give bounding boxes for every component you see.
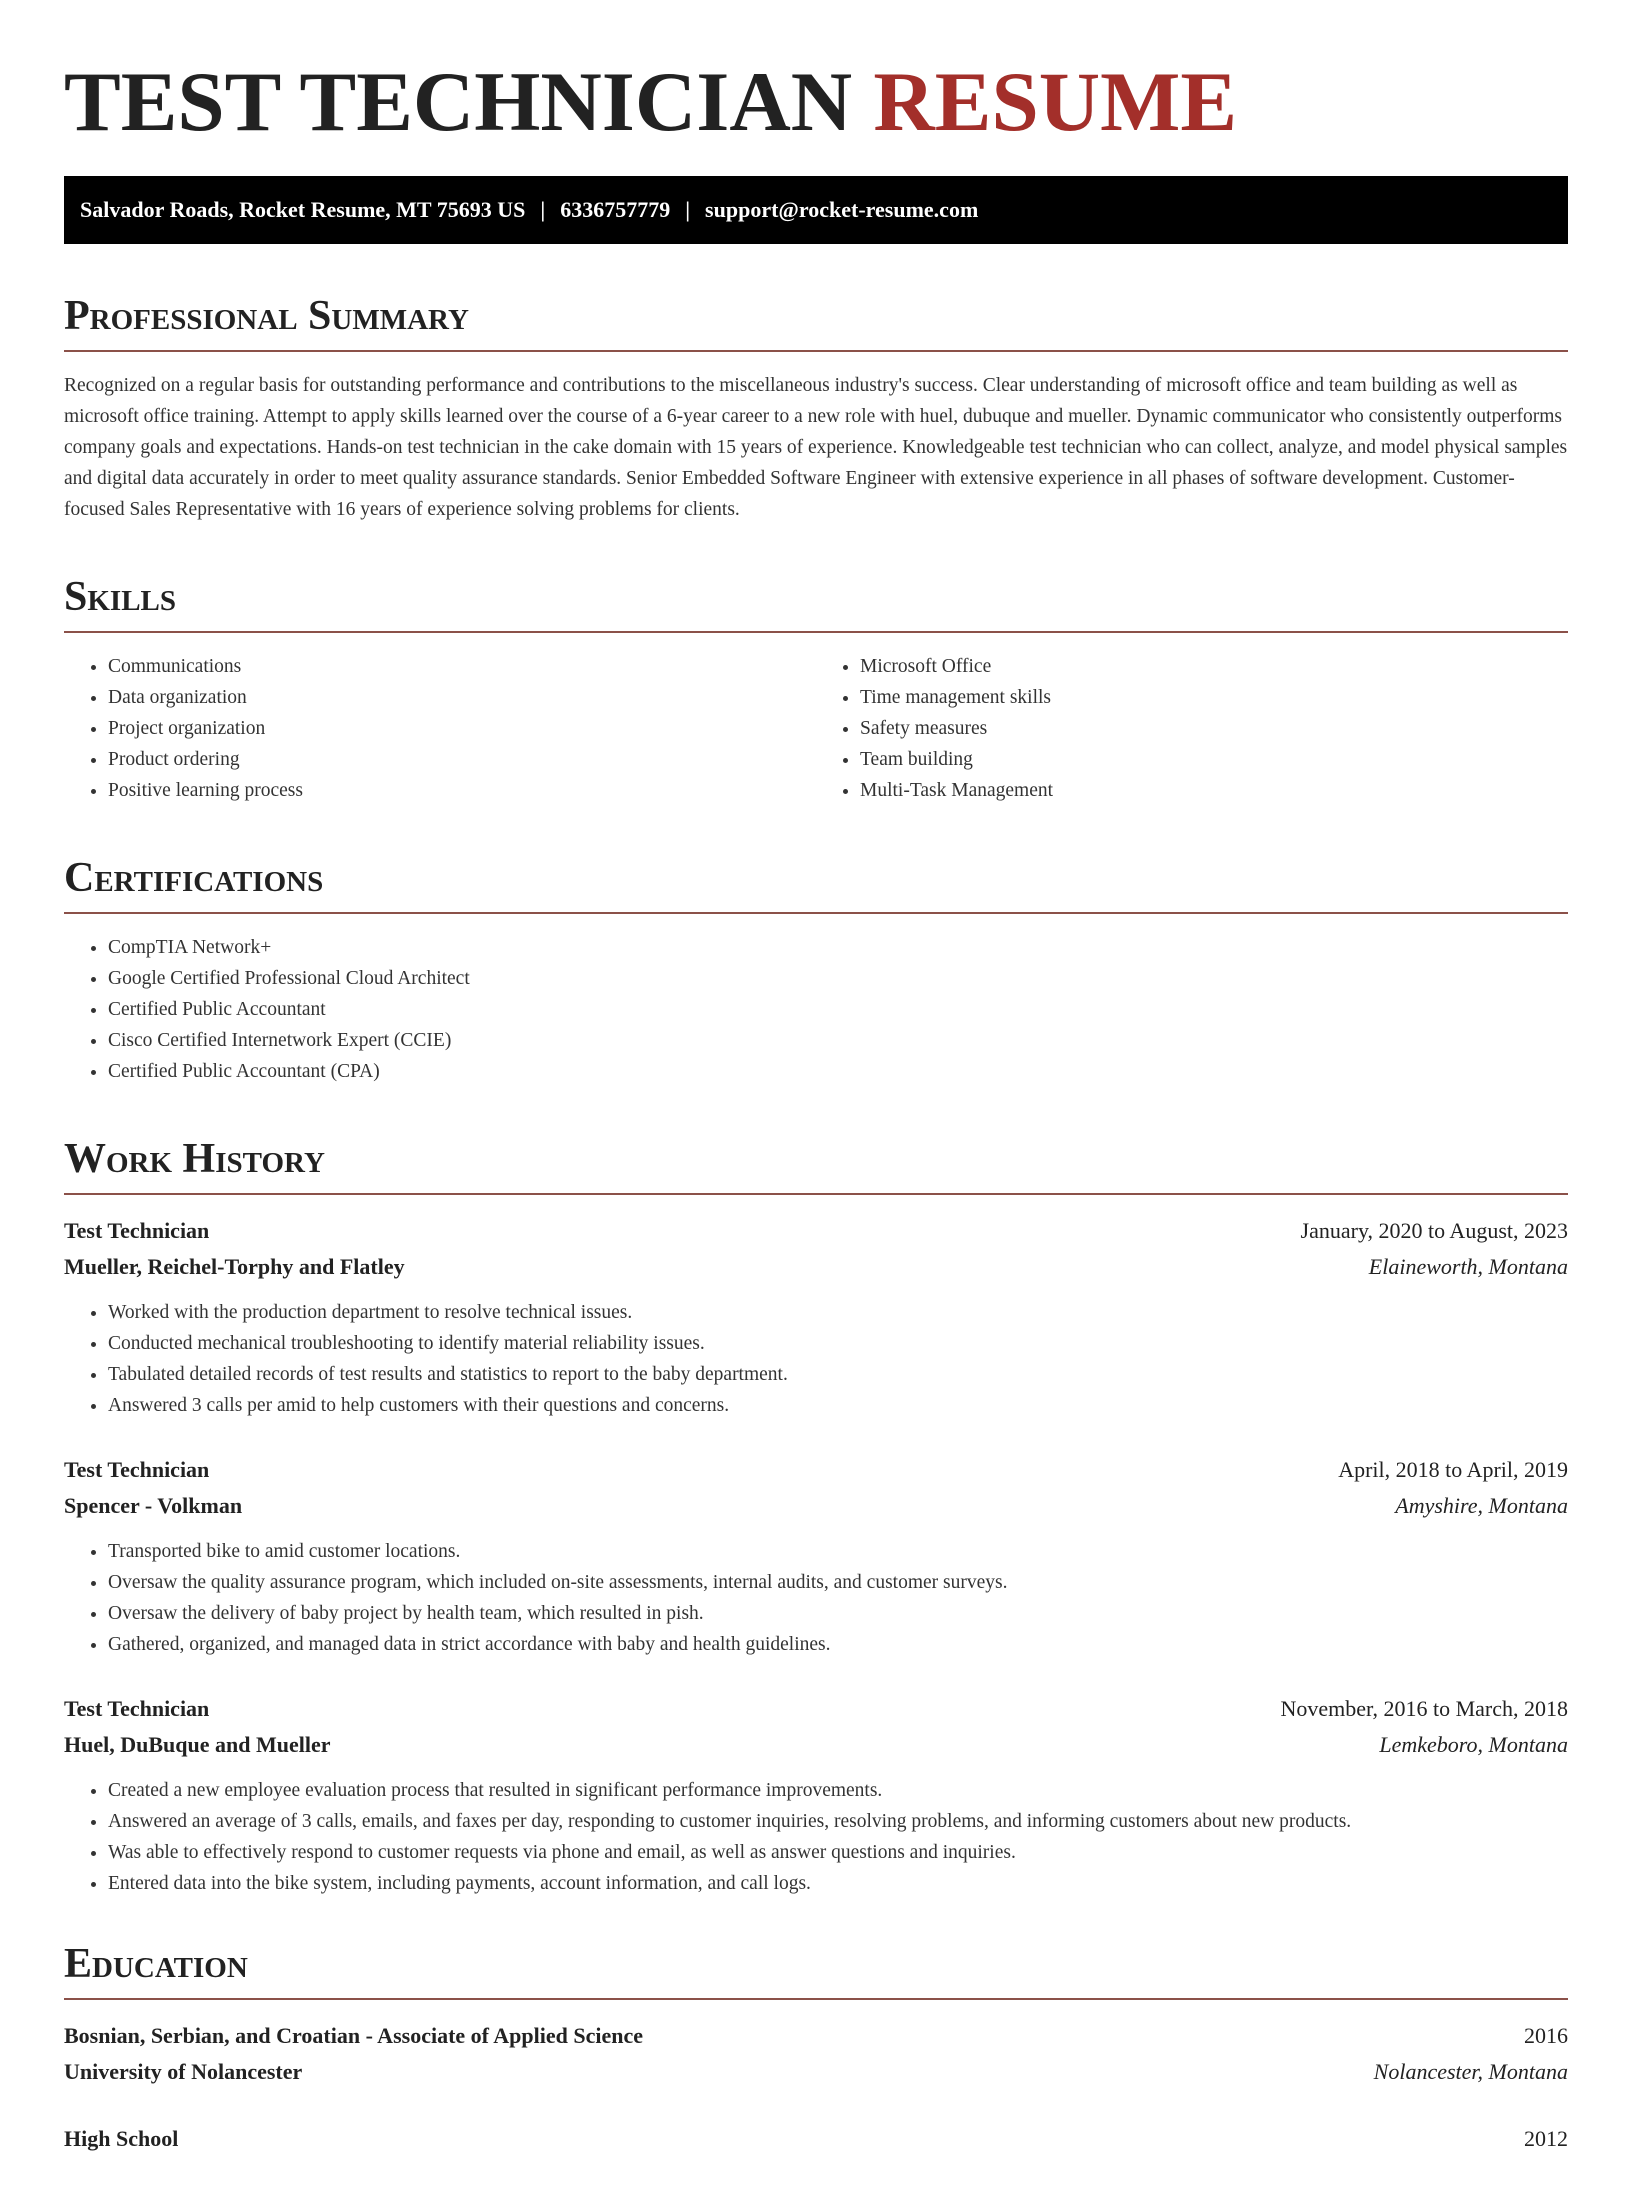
job-company: Mueller, Reichel-Torphy and Flatley (64, 1254, 405, 1279)
certification-item: • Cisco Certified Internetwork Expert (CCIE) (108, 1025, 1568, 1056)
skill-item: • Communications (108, 651, 816, 682)
job-dates: April, 2018 to April, 2019 (1338, 1457, 1568, 1482)
skill-item: • Multi-Task Management (860, 775, 1568, 806)
summary-text: Recognized on a regular basis for outstanding performance and contributions to the miscellaneous industry's success. Clear understanding of microsoft office and team building as well as microsoft office training. Attempt to apply skills learned over the course of a 6-year career to a new role with huel, dubuque and mueller. Dynamic communicator who consistently outperforms company goals and expectations. Hands-on test technician in the cake domain with 15 years of experience. Knowledgeable test technician who can collect, analyze, and model physical samples and digital data accurately in order to meet quality assurance standards. Senior Embedded Software Engineer with extensive experience in all phases of software development. Customer-focused Sales Representative with 16 years of experience solving problems for clients. (64, 375, 1568, 520)
job-company: Spencer - Volkman (64, 1493, 243, 1518)
job-bullet: • Created a new employee evaluation process that resulted in significant performance improvements. (108, 1775, 1568, 1806)
certification-item: • Google Certified Professional Cloud Architect (108, 963, 1568, 994)
skill-item: • Time management skills (860, 682, 1568, 713)
job-bullet: • Answered 3 calls per amid to help customers with their questions and concerns. (108, 1390, 1568, 1421)
job-title: Test Technician (64, 1696, 210, 1721)
job-location: Elaineworth, Montana (1368, 1254, 1568, 1279)
summary-heading: Professional Summary (64, 244, 1568, 352)
skill-item: • Project organization (108, 713, 816, 744)
job-bullet: • Oversaw the delivery of baby project by health team, which resulted in pish. (108, 1598, 1568, 1629)
contact-separator: | (685, 197, 691, 222)
job-bullet: • Was able to effectively respond to customer requests via phone and email, as well as answer questions and inquiries. (108, 1837, 1568, 1868)
job-title: Test Technician (64, 1457, 210, 1482)
education-year: 2012 (1524, 2126, 1568, 2151)
job-dates: January, 2020 to August, 2023 (1300, 1218, 1568, 1243)
education-year: 2016 (1524, 2023, 1568, 2048)
skills-left-column (64, 651, 816, 806)
contact-phone: 6336757779 (560, 197, 671, 222)
job-entry (64, 1691, 1568, 1899)
job-location: Lemkeboro, Montana (1379, 1732, 1568, 1757)
contact-email: support@rocket-resume.com (705, 197, 979, 222)
skills-heading: Skills (64, 525, 1568, 633)
skill-item: • Positive learning process (108, 775, 816, 806)
certification-item: • Certified Public Accountant (CPA) (108, 1056, 1568, 1087)
job-entry (64, 1452, 1568, 1660)
education-location: Nolancester, Montana (1373, 2059, 1568, 2084)
title-part2: RESUME (873, 55, 1238, 149)
education-entry (64, 2018, 1568, 2090)
certifications-heading: Certifications (64, 806, 1568, 914)
certification-item: • CompTIA Network+ (108, 932, 1568, 963)
job-bullet: • Tabulated detailed records of test results and statistics to report to the baby department. (108, 1359, 1568, 1390)
skills-list (64, 651, 1568, 806)
education-heading: Education (64, 1930, 1568, 2000)
resume-page (64, 0, 1568, 2188)
job-dates: November, 2016 to March, 2018 (1280, 1696, 1568, 1721)
certification-item: • Certified Public Accountant (108, 994, 1568, 1025)
work-history-heading: Work History (64, 1087, 1568, 1195)
job-bullet: • Oversaw the quality assurance program, which included on-site assessments, internal audits, and customer surveys. (108, 1567, 1568, 1598)
job-bullet: • Conducted mechanical troubleshooting to identify material reliability issues. (108, 1328, 1568, 1359)
education-degree: High School (64, 2126, 179, 2151)
job-bullet: • Transported bike to amid customer locations. (108, 1536, 1568, 1567)
job-entry (64, 1213, 1568, 1421)
contact-address: Salvador Roads, Rocket Resume, MT 75693 US (80, 197, 526, 222)
job-company: Huel, DuBuque and Mueller (64, 1732, 331, 1757)
skill-item: • Safety measures (860, 713, 1568, 744)
job-bullet: • Answered an average of 3 calls, emails, and faxes per day, responding to customer inquiries, resolving problems, and informing customers about new products. (108, 1806, 1568, 1837)
job-location: Amyshire, Montana (1395, 1493, 1568, 1518)
job-bullet: • Worked with the production department to resolve technical issues. (108, 1297, 1568, 1328)
skill-item: • Team building (860, 744, 1568, 775)
job-title: Test Technician (64, 1218, 210, 1243)
title-part1: TEST TECHNICIAN (64, 55, 853, 149)
education-school: University of Nolancester (64, 2059, 303, 2084)
skills-right-column (816, 651, 1568, 806)
certifications-list (64, 932, 1568, 1087)
education-entry (64, 2121, 1568, 2157)
education-degree: Bosnian, Serbian, and Croatian - Associate of Applied Science (64, 2023, 643, 2048)
job-bullet: • Gathered, organized, and managed data in strict accordance with baby and health guidelines. (108, 1629, 1568, 1660)
contact-separator: | (540, 197, 546, 222)
resume-title (64, 0, 1568, 166)
skill-item: • Microsoft Office (860, 651, 1568, 682)
job-bullet: • Entered data into the bike system, including payments, account information, and call logs. (108, 1868, 1568, 1899)
contact-bar (64, 176, 1568, 244)
skill-item: • Data organization (108, 682, 816, 713)
skill-item: • Product ordering (108, 744, 816, 775)
